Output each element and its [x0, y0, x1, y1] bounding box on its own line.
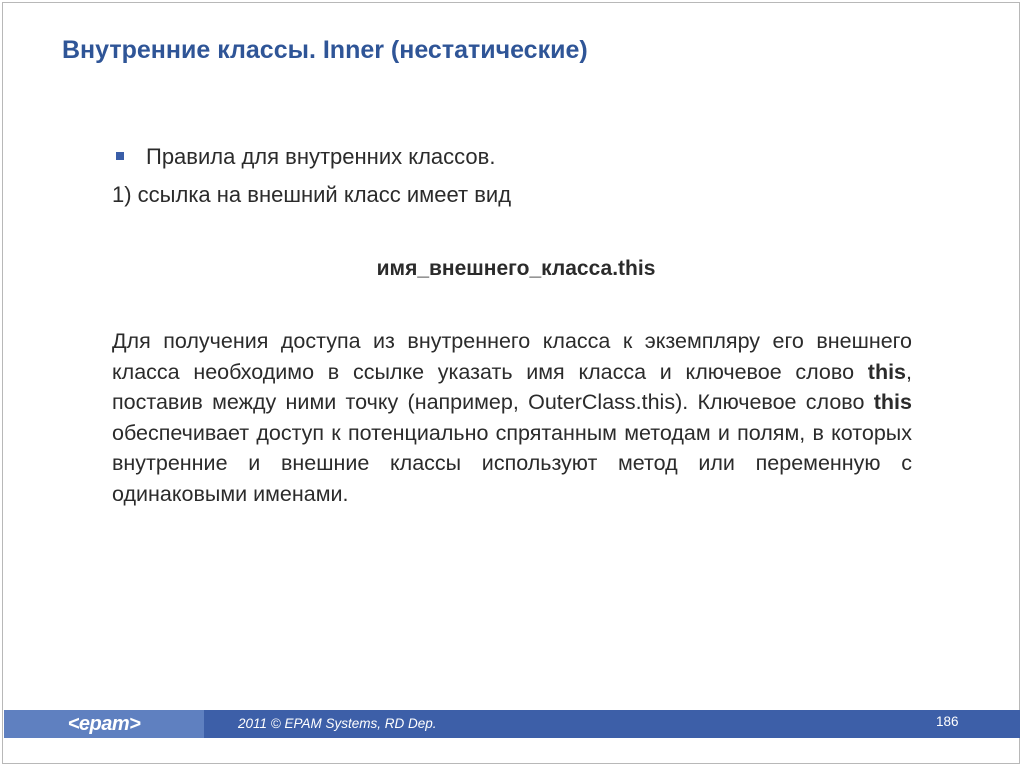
slide-content [112, 140, 912, 510]
footer-bar [4, 710, 1020, 738]
bullet-item [112, 140, 912, 174]
keyword-this-2: this [873, 390, 912, 415]
page-number: 186 [936, 714, 959, 729]
code-expression: имя_внешнего_класса.this [376, 257, 656, 280]
slide-title: Внутренние классы. Inner (нестатические) [62, 36, 588, 64]
footer-logo-box [4, 710, 204, 738]
bullet-text: Правила для внутренних классов. [146, 144, 496, 169]
paragraph-part-3: обеспечивает доступ к потенциально спрятанным методам и полям, в которых внутренние и внешние классы используют метод или переменную с одинаковыми именами. [112, 420, 912, 506]
footer-copyright: 2011 © EPAM Systems, RD Dep. [238, 716, 437, 731]
square-bullet-icon [116, 152, 124, 160]
rule-line: 1) ссылка на внешний класс имеет вид [112, 182, 512, 207]
paragraph-part-2: , поставив между ними точку (например, OuterClass.this). Ключевое слово [112, 359, 912, 415]
explanation-paragraph [112, 326, 912, 510]
paragraph-part-1: Для получения доступа из внутреннего класса к экземпляру его внешнего класса необходимо в ссылке указать имя класса и ключевое слово [112, 329, 912, 384]
keyword-this-1: this [867, 359, 907, 384]
epam-logo: <epam> [67, 713, 141, 735]
